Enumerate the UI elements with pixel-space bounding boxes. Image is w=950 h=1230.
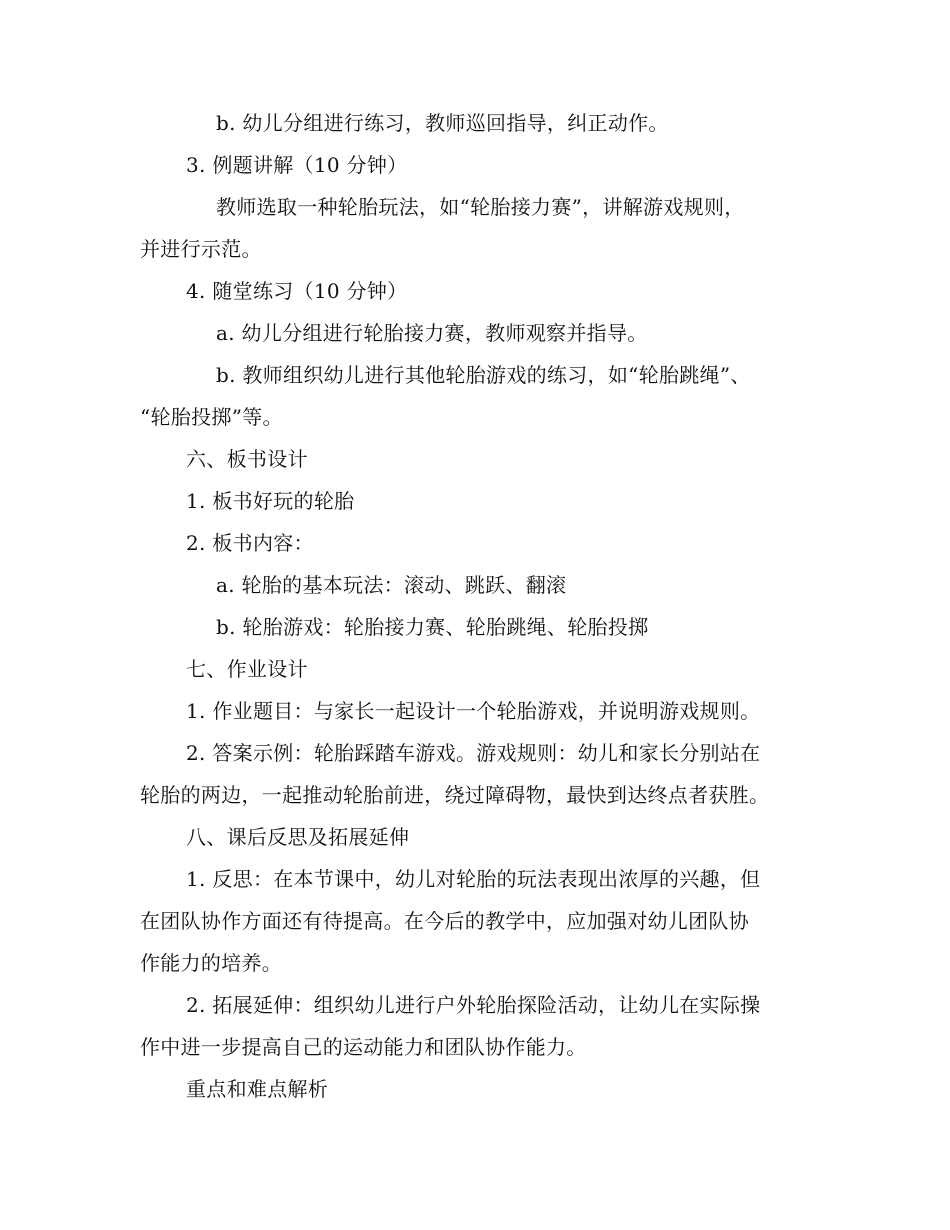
body-line-9: 作能力的培养。 xyxy=(140,951,283,975)
list-item: b. 轮胎游戏：轮胎接力赛、轮胎跳绳、轮胎投掷 xyxy=(216,615,649,639)
list-item: 1. 反思：在本节课中，幼儿对轮胎的玩法表现出浓厚的兴趣，但 xyxy=(186,867,761,891)
section-item-3: 3. 例题讲解（10 分钟） xyxy=(186,153,408,177)
heading-analysis: 重点和难点解析 xyxy=(186,1077,329,1101)
body-line-5: b. 教师组织幼儿进行其他轮胎游戏的练习，如“轮胎跳绳”、 xyxy=(216,363,751,387)
section-item-4: 4. 随堂练习（10 分钟） xyxy=(186,279,408,303)
body-line-6: “轮胎投掷”等。 xyxy=(140,405,283,429)
heading-8: 八、课后反思及拓展延伸 xyxy=(186,825,410,849)
list-item: 2. 答案示例：轮胎踩踏车游戏。游戏规则：幼儿和家长分别站在 xyxy=(186,741,761,765)
body-line-8: 在团队协作方面还有待提高。在今后的教学中，应加强对幼儿团队协 xyxy=(140,909,749,933)
body-line-4: a. 幼儿分组进行轮胎接力赛，教师观察并指导。 xyxy=(216,321,648,345)
list-item: 2. 板书内容： xyxy=(186,531,314,555)
body-line-10: 作中进一步提高自己的运动能力和团队协作能力。 xyxy=(140,1035,587,1059)
body-line-3: 并进行示范。 xyxy=(140,237,262,261)
list-item: 1. 板书好玩的轮胎 xyxy=(186,489,355,513)
list-item: a. 轮胎的基本玩法：滚动、跳跃、翻滚 xyxy=(216,573,567,597)
body-line-2: 教师选取一种轮胎玩法，如“轮胎接力赛”，讲解游戏规则， xyxy=(216,195,745,219)
body-line-7: 轮胎的两边，一起推动轮胎前进，绕过障碍物，最快到达终点者获胜。 xyxy=(140,783,770,807)
body-line-1: b. 幼儿分组进行练习，教师巡回指导，纠正动作。 xyxy=(216,111,669,135)
list-item: 1. 作业题目：与家长一起设计一个轮胎游戏，并说明游戏规则。 xyxy=(186,699,761,723)
heading-7: 七、作业设计 xyxy=(186,657,308,681)
heading-6: 六、板书设计 xyxy=(186,447,308,471)
list-item: 2. 拓展延伸：组织幼儿进行户外轮胎探险活动，让幼儿在实际操 xyxy=(186,993,761,1017)
